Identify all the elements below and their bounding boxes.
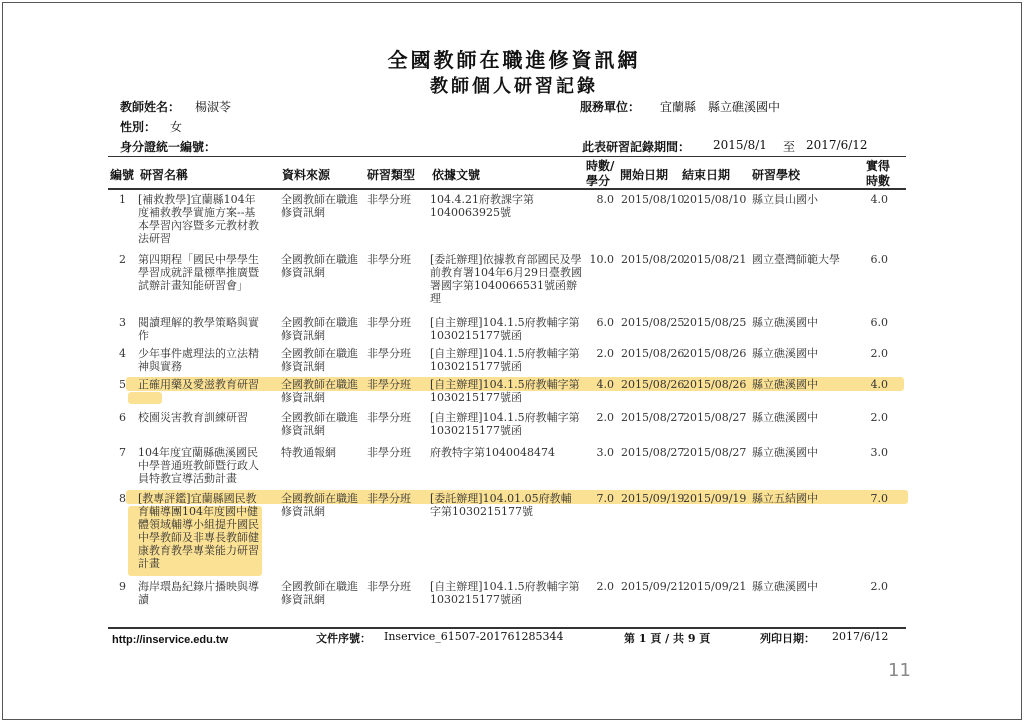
- page-title: 全國教師在職進修資訊網: [387, 48, 641, 72]
- row-3-school: 縣立礁溪國中: [752, 316, 818, 329]
- row-1-source: 全國教師在職進修資訊網: [281, 193, 358, 219]
- col-hours-2: 學分: [586, 174, 611, 188]
- row-6-doc: [自主辦理]104.1.5府教輔字第1030215177號函: [430, 411, 580, 437]
- period-start: 2015/8/1: [713, 138, 767, 152]
- row-3-start: 2015/08/25: [621, 316, 685, 329]
- row-6-hours: 2.0: [596, 411, 614, 424]
- row-7-start: 2015/08/27: [621, 446, 685, 459]
- col-type: 研習類型: [367, 168, 416, 182]
- row-4-type: 非學分班: [367, 347, 411, 360]
- row-7-school: 縣立礁溪國中: [752, 446, 818, 459]
- footer-serial-label: 文件序號：: [316, 632, 371, 645]
- row-3-actual: 6.0: [870, 316, 888, 329]
- row-5-actual: 4.0: [870, 378, 888, 391]
- row-9-name: 海岸環島紀錄片播映與導讀: [138, 580, 259, 606]
- row-2-school: 國立臺灣師範大學: [752, 253, 840, 266]
- row-9-end: 2015/09/21: [683, 580, 747, 593]
- row-7-type: 非學分班: [367, 446, 411, 459]
- col-source: 資料來源: [282, 168, 331, 182]
- row-4-start: 2015/08/26: [621, 347, 685, 360]
- row-5-name: 正確用藥及愛滋教育研習: [138, 378, 259, 391]
- row-2-doc: [委託辦理]依據教育部國民及學前教育署104年6月29日臺教國署國字第1040066531號函辦理: [430, 253, 582, 305]
- row-5-school: 縣立礁溪國中: [752, 378, 818, 391]
- footer-rule: [108, 627, 906, 629]
- col-actual-1: 實得: [866, 159, 891, 173]
- period-to: 至: [783, 140, 796, 154]
- footer-url[interactable]: http://inservice.edu.tw: [112, 634, 229, 646]
- row-2-actual: 6.0: [870, 253, 888, 266]
- row-3-source: 全國教師在職進修資訊網: [281, 316, 358, 342]
- row-1-no: 1: [119, 193, 126, 206]
- service-unit-label: 服務單位：: [580, 100, 641, 114]
- col-doc: 依據文號: [432, 168, 481, 182]
- row-7-name: 104年度宜蘭縣礁溪國民中學普通班教師暨行政人員特教宣導活動計畫: [138, 446, 259, 485]
- row-4-actual: 2.0: [870, 347, 888, 360]
- row-8-actual: 7.0: [870, 492, 888, 505]
- col-end: 結束日期: [682, 168, 731, 182]
- service-unit-county: 宜蘭縣: [660, 100, 697, 114]
- row-4-doc: [自主辦理]104.1.5府教輔字第1030215177號函: [430, 347, 580, 373]
- row-2-type: 非學分班: [367, 253, 411, 266]
- gender-value: 女: [170, 120, 183, 134]
- row-1-start: 2015/08/10: [621, 193, 685, 206]
- row-4-hours: 2.0: [596, 347, 614, 360]
- footer-page: 第 1 頁 / 共 9 頁: [624, 632, 711, 645]
- row-5-end: 2015/08/26: [683, 378, 747, 391]
- teacher-name: 楊淑苓: [195, 100, 232, 114]
- row-4-school: 縣立礁溪國中: [752, 347, 818, 360]
- row-6-school: 縣立礁溪國中: [752, 411, 818, 424]
- row-9-actual: 2.0: [870, 580, 888, 593]
- footer-print-date: 2017/6/12: [832, 630, 889, 643]
- row-4-name: 少年事件處理法的立法精神與實務: [138, 347, 259, 373]
- row-9-source: 全國教師在職進修資訊網: [281, 580, 358, 606]
- row-8-end: 2015/09/19: [683, 492, 747, 505]
- row-8-no: 8: [119, 492, 126, 505]
- row-9-doc: [自主辦理]104.1.5府教輔字第1030215177號函: [430, 580, 580, 606]
- row-1-type: 非學分班: [367, 193, 411, 206]
- row-9-school: 縣立礁溪國中: [752, 580, 818, 593]
- row-8-doc: [委託辦理]104.01.05府教輔字第1030215177號: [430, 492, 572, 518]
- row-3-no: 3: [119, 316, 126, 329]
- row-8-type: 非學分班: [367, 492, 411, 505]
- row-1-school: 縣立員山國小: [752, 193, 818, 206]
- row-5-no: 5: [119, 378, 126, 391]
- row-8-start: 2015/09/19: [621, 492, 685, 505]
- row-5-type: 非學分班: [367, 378, 411, 391]
- row-1-end: 2015/08/10: [683, 193, 747, 206]
- row-7-doc: 府教特字第1040048474: [430, 446, 555, 459]
- row-6-source: 全國教師在職進修資訊網: [281, 411, 358, 437]
- col-no: 編號: [110, 168, 135, 182]
- col-start: 開始日期: [620, 168, 669, 182]
- handwritten-mark: 11: [888, 660, 911, 681]
- row-2-no: 2: [119, 253, 126, 266]
- row-8-school: 縣立五結國中: [752, 492, 818, 505]
- row-9-type: 非學分班: [367, 580, 411, 593]
- row-6-start: 2015/08/27: [621, 411, 685, 424]
- row-1-actual: 4.0: [870, 193, 888, 206]
- row-9-no: 9: [119, 580, 126, 593]
- row-3-end: 2015/08/25: [683, 316, 747, 329]
- row-3-name: 閱讀理解的教學策略與實作: [138, 316, 259, 342]
- row-7-no: 7: [119, 446, 126, 459]
- row-1-hours: 8.0: [596, 193, 614, 206]
- id-label: 身分證統一編號：: [120, 140, 217, 154]
- row-4-no: 4: [119, 347, 126, 360]
- row-5-start: 2015/08/26: [621, 378, 685, 391]
- row-9-start: 2015/09/21: [621, 580, 685, 593]
- row-5-hours: 4.0: [596, 378, 614, 391]
- row-3-hours: 6.0: [596, 316, 614, 329]
- page-subtitle: 教師個人研習記錄: [430, 76, 598, 97]
- row-4-source: 全國教師在職進修資訊網: [281, 347, 358, 373]
- row-2-end: 2015/08/21: [683, 253, 747, 266]
- service-unit-school: 縣立礁溪國中: [708, 100, 781, 114]
- gender-label: 性別：: [120, 120, 157, 134]
- row-4-end: 2015/08/26: [683, 347, 747, 360]
- row-6-actual: 2.0: [870, 411, 888, 424]
- row-1-name: [補救教學]宜蘭縣104年度補救教學實施方案--基本學習內容暨多元教材教法研習: [138, 193, 259, 245]
- period-end: 2017/6/12: [806, 138, 868, 152]
- header-bottom-rule: [108, 188, 906, 190]
- row-3-type: 非學分班: [367, 316, 411, 329]
- row-8-hours: 7.0: [596, 492, 614, 505]
- row-3-doc: [自主辦理]104.1.5府教輔字第1030215177號函: [430, 316, 580, 342]
- highlight-row-5-line2: [128, 392, 162, 404]
- row-2-name: 第四期程「國民中學學生學習成就評量標準推廣暨試辦計畫知能研習會」: [138, 253, 259, 292]
- row-5-source: 全國教師在職進修資訊網: [281, 378, 358, 404]
- teacher-name-label: 教師姓名：: [120, 100, 181, 114]
- row-6-type: 非學分班: [367, 411, 411, 424]
- row-5-doc: [自主辦理]104.1.5府教輔字第1030215177號函: [430, 378, 580, 404]
- row-2-source: 全國教師在職進修資訊網: [281, 253, 358, 279]
- col-name: 研習名稱: [140, 168, 189, 182]
- footer-serial: Inservice_61507-201761285344: [384, 630, 564, 643]
- row-8-name: [教專評鑑]宜蘭縣國民教育輔導團104年度國中健體領域輔導小組提升國民中學教師及非專長教師健康教育教學專業能力研習計畫: [138, 492, 259, 570]
- row-7-hours: 3.0: [596, 446, 614, 459]
- row-6-name: 校園災害教育訓練研習: [138, 411, 248, 424]
- row-7-source: 特教通報網: [281, 446, 336, 459]
- row-1-doc: 104.4.21府教課字第1040063925號: [430, 193, 534, 219]
- col-hours-1: 時數/: [586, 159, 615, 173]
- col-school: 研習學校: [752, 168, 801, 182]
- footer-print-label: 列印日期：: [760, 632, 815, 645]
- row-7-actual: 3.0: [870, 446, 888, 459]
- row-2-hours: 10.0: [589, 253, 614, 266]
- row-2-start: 2015/08/20: [621, 253, 685, 266]
- col-actual-2: 時數: [866, 174, 891, 188]
- row-7-end: 2015/08/27: [683, 446, 747, 459]
- period-label: 此表研習記錄期間：: [582, 140, 691, 154]
- row-6-no: 6: [119, 411, 126, 424]
- header-top-rule: [108, 156, 906, 157]
- row-6-end: 2015/08/27: [683, 411, 747, 424]
- row-9-hours: 2.0: [596, 580, 614, 593]
- row-8-source: 全國教師在職進修資訊網: [281, 492, 358, 518]
